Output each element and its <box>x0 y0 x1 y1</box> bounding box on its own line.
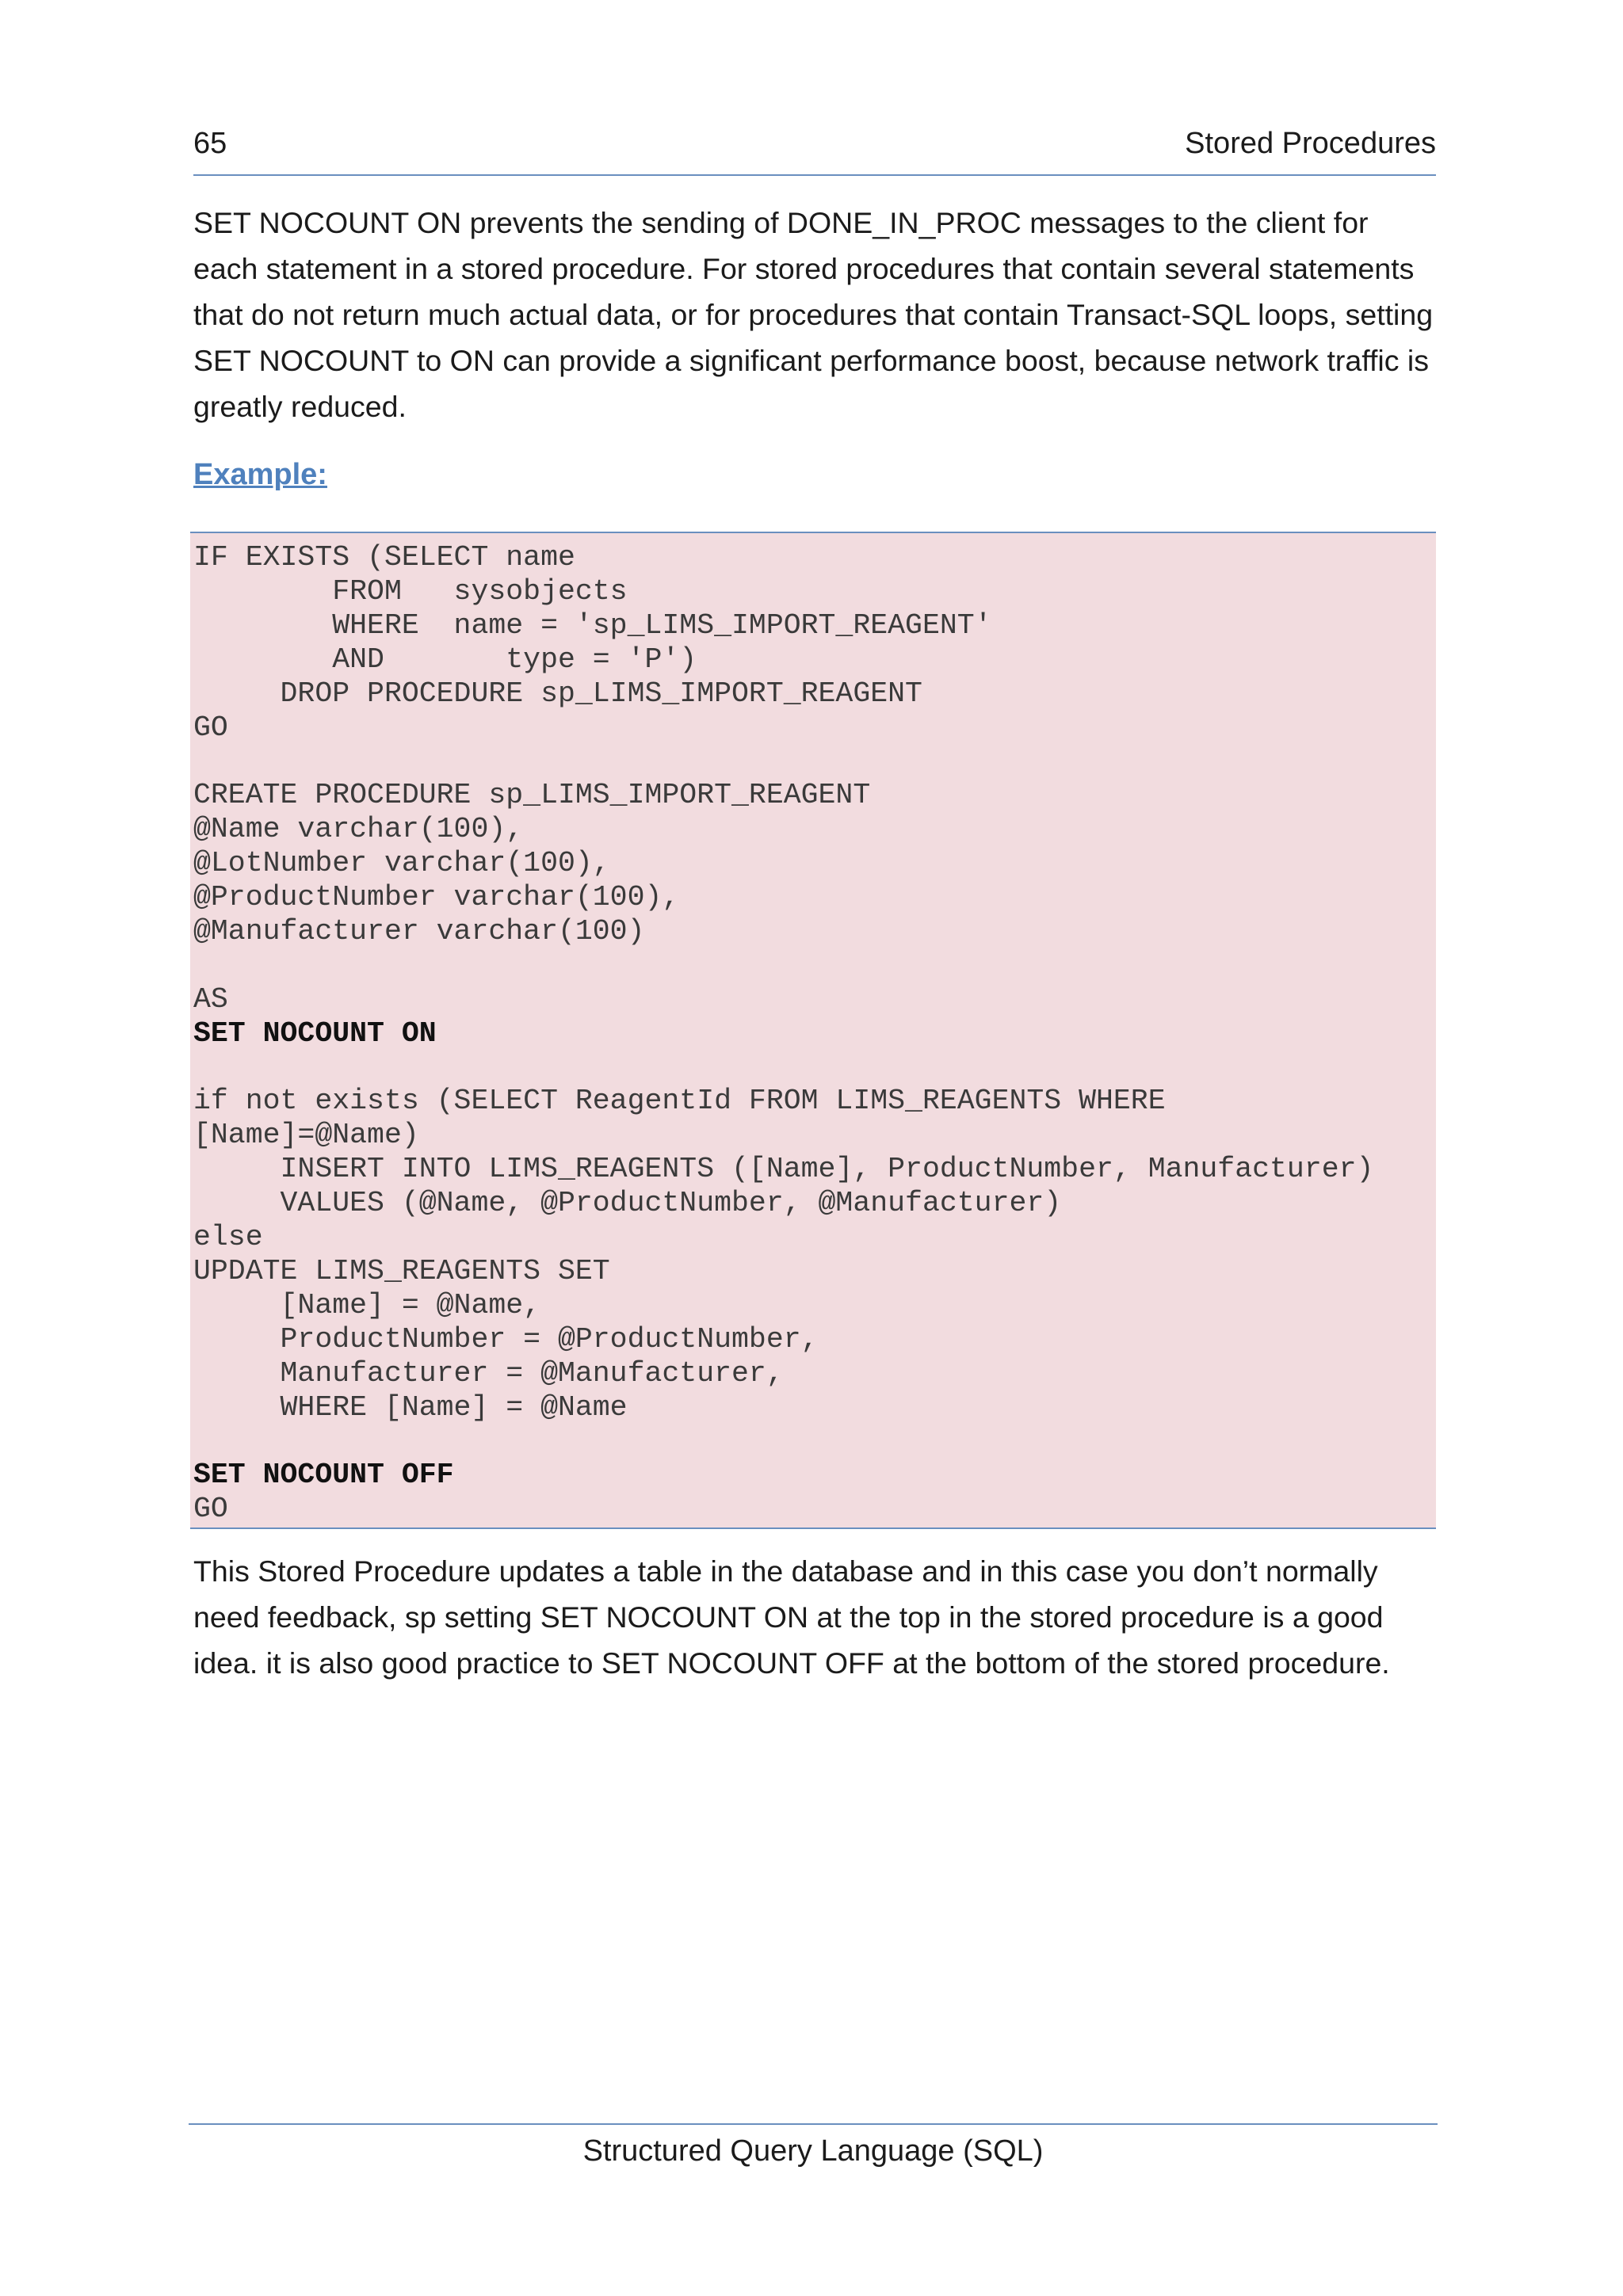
code-line: UPDATE LIMS_REAGENTS SET <box>193 1254 610 1287</box>
code-line: [Name]=@Name) <box>193 1119 419 1152</box>
code-line: CREATE PROCEDURE sp_LIMS_IMPORT_REAGENT <box>193 779 871 812</box>
footer-book-title: Structured Query Language (SQL) <box>582 2134 1044 2168</box>
code-line: DROP PROCEDURE sp_LIMS_IMPORT_REAGENT <box>193 677 922 710</box>
page-footer <box>189 2123 1438 2188</box>
intro-paragraph: SET NOCOUNT ON prevents the sending of DONE_IN_PROC messages to the client for each statement in a stored procedure. For stored procedures that contain several statements that do not return much actual data, or for procedures that contain Transact-SQL loops, setting SET NOCOUNT to ON can provide a significant performance boost, because network traffic is greatly reduced. <box>193 206 1434 423</box>
code-line: INSERT INTO LIMS_REAGENTS ([Name], ProductNumber, Manufacturer) <box>193 1153 1374 1186</box>
example-heading: Example: <box>193 458 327 491</box>
code-line: VALUES (@Name, @ProductNumber, @Manufacturer) <box>193 1187 1062 1220</box>
code-listing <box>190 533 1436 1527</box>
code-line: Manufacturer = @Manufacturer, <box>193 1356 784 1390</box>
code-line: @Manufacturer varchar(100) <box>193 914 645 948</box>
code-line <box>193 949 1436 983</box>
code-line: @LotNumber varchar(100), <box>193 847 610 880</box>
code-line: FROM sysobjects <box>193 574 628 608</box>
code-line: @ProductNumber varchar(100), <box>193 881 680 914</box>
code-line: AND type = 'P') <box>193 643 697 676</box>
code-line: if not exists (SELECT ReagentId FROM LIMS_REAGENTS WHERE <box>193 1085 1166 1118</box>
code-line: GO <box>193 1493 228 1526</box>
page-number: 65 <box>193 127 227 160</box>
code-line: SET NOCOUNT ON <box>193 1016 437 1050</box>
code-line: IF EXISTS (SELECT name <box>193 541 575 574</box>
code-line <box>193 1051 1436 1085</box>
code-line: else <box>193 1221 263 1254</box>
closing-paragraph: This Stored Procedure updates a table in the database and in this case you don’t normally need feedback, sp setting SET NOCOUNT ON at the top in the stored procedure is a good idea. it is also good practice to SET NOCOUNT OFF at the bottom of the stored procedure. <box>193 1554 1390 1680</box>
code-line: GO <box>193 711 228 744</box>
code-line: ProductNumber = @ProductNumber, <box>193 1322 819 1356</box>
code-line: WHERE [Name] = @Name <box>193 1390 628 1424</box>
code-line <box>193 745 1436 779</box>
code-block <box>190 532 1436 1529</box>
code-line <box>193 1425 1436 1459</box>
code-line: SET NOCOUNT OFF <box>193 1459 454 1492</box>
code-line: WHERE name = 'sp_LIMS_IMPORT_REAGENT' <box>193 608 992 642</box>
code-line: AS <box>193 982 228 1016</box>
code-line: @Name varchar(100), <box>193 813 524 846</box>
code-line: [Name] = @Name, <box>193 1288 541 1322</box>
page-header <box>193 122 1436 176</box>
chapter-title: Stored Procedures <box>1185 127 1436 160</box>
